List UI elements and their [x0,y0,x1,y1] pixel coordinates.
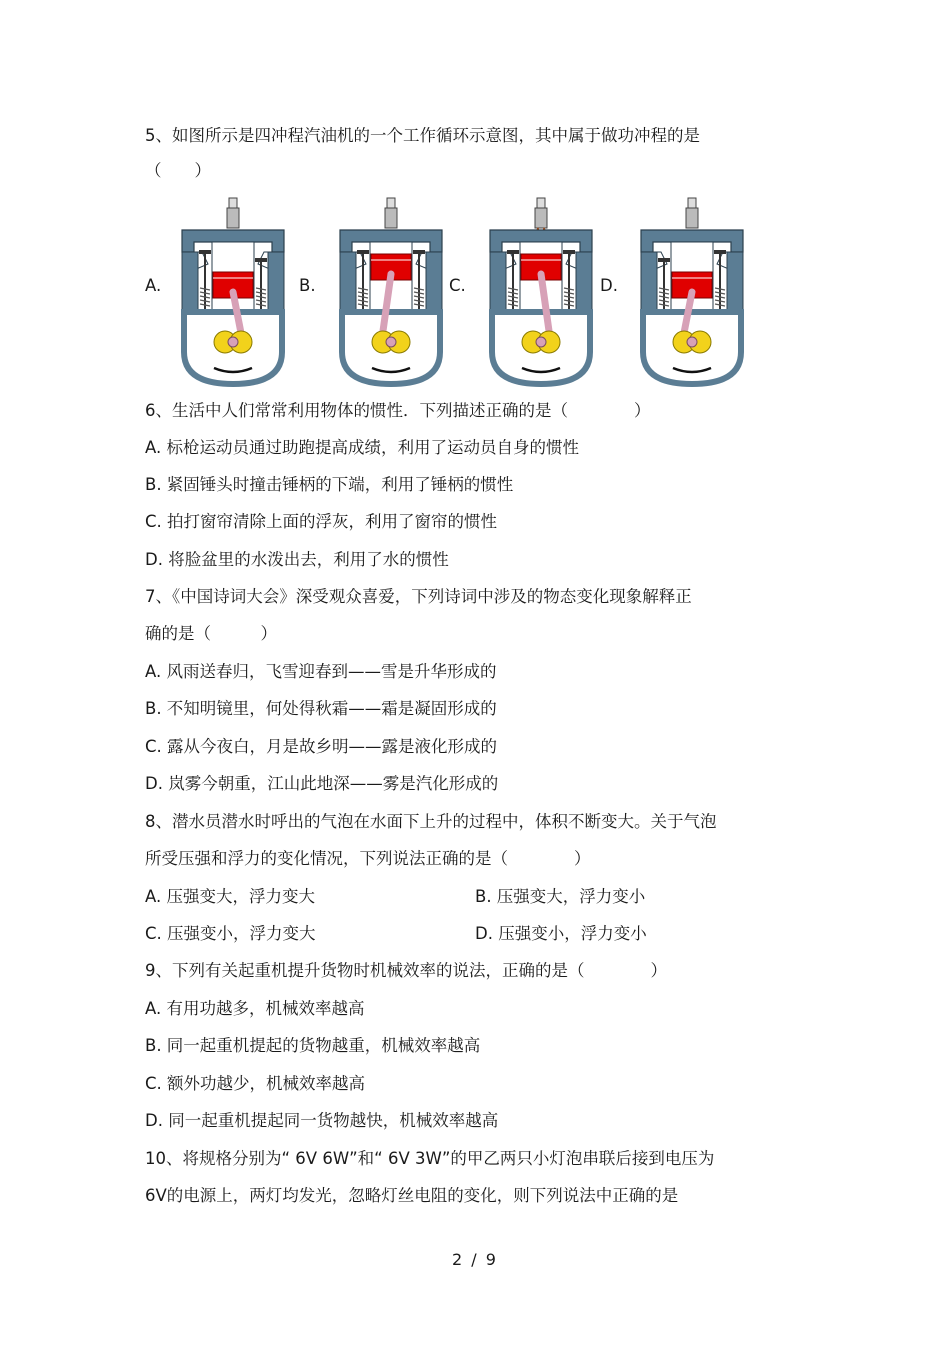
q9-option-c: C. 额外功越少，机械效率越高 [145,1074,366,1093]
spark-plug-cap [387,198,395,208]
q7-option-b: B. 不知明镜里，何处得秋霜——霜是凝固形成的 [145,699,497,718]
q9-stem: 9、下列有关起重机提升货物时机械效率的说法，正确的是（ ） [145,961,667,980]
exhaust-valve-head [714,250,726,254]
spark-plug-cap [229,198,237,208]
exhaust-valve-head [413,250,425,254]
spark-plug-body [227,208,239,228]
q6-option-a: A. 标枪运动员通过助跑提高成绩，利用了运动员自身的惯性 [145,438,579,457]
crankshaft [687,337,697,347]
page-number: 2 / 9 [452,1250,498,1269]
spark-plug-cap [688,198,696,208]
q5-answer-paren: （ ） [145,161,211,180]
q5-figure-row [145,192,765,388]
q6-option-b: B. 紧固锤头时撞击锤柄的下端，利用了锤柄的惯性 [145,475,514,494]
q8-option-d: D. 压强变小，浮力变小 [475,924,647,943]
crankshaft [386,337,396,347]
q7-stem-line2: 确的是（ ） [145,624,277,643]
cylinder-wall-right [426,252,442,312]
intake-valve-head [658,258,670,262]
q5-stem: 5、如图所示是四冲程汽油机的一个工作循环示意图，其中属于做功冲程的是 [145,126,700,145]
q9-option-a: A. 有用功越多，机械效率越高 [145,999,365,1018]
engine-svg [631,192,753,388]
q6-option-d: D. 将脸盆里的水泼出去，利用了水的惯性 [145,550,449,569]
q7-option-d: D. 岚雾今朝重，江山此地深——雾是汽化形成的 [145,774,499,793]
figure-label-a: A. [145,276,162,295]
spark-plug-body [686,208,698,228]
intake-valve-head [199,250,211,254]
engine-svg [330,192,452,388]
q8-stem-line1: 8、潜水员潜水时呼出的气泡在水面下上升的过程中，体积不断变大。关于气泡 [145,812,717,831]
cylinder-wall-right [727,252,743,312]
q7-stem-line1: 7、《中国诗词大会》深受观众喜爱，下列诗词中涉及的物态变化现象解释正 [145,587,692,606]
q6-option-c: C. 拍打窗帘清除上面的浮灰，利用了窗帘的惯性 [145,512,498,531]
cylinder-wall-left [641,252,657,312]
engine-svg [172,192,294,388]
q8-option-b: B. 压强变大，浮力变小 [475,887,646,906]
q9-option-d: D. 同一起重机提起同一货物越快，机械效率越高 [145,1111,499,1130]
q6-stem: 6、生活中人们常常利用物体的惯性．下列描述正确的是（ ） [145,401,651,420]
engine-diagram-b [330,192,452,388]
q7-option-c: C. 露从今夜白，月是故乡明——露是液化形成的 [145,737,498,756]
intake-valve-head [507,250,519,254]
spark-plug-body [535,208,547,228]
exhaust-valve-head [255,258,267,262]
figure-label-d: D. [600,276,618,295]
cylinder-wall-left [182,252,198,312]
engine-diagram-d [631,192,753,388]
crankshaft [536,337,546,347]
q10-stem-line2: 6V的电源上，两灯均发光，忽略灯丝电阻的变化，则下列说法中正确的是 [145,1186,679,1205]
engine-diagram-c [480,192,602,388]
figure-label-c: C. [449,276,466,295]
q10-stem-line1: 10、将规格分别为“ 6V 6W”和“ 6V 3W”的甲乙两只小灯泡串联后接到电压为 [145,1149,715,1168]
figure-label-b: B. [299,276,316,295]
intake-valve-head [357,250,369,254]
cylinder-wall-right [576,252,592,312]
cylinder-wall-right [268,252,284,312]
spark-plug-cap [537,198,545,208]
cylinder-wall-left [340,252,356,312]
q9-option-b: B. 同一起重机提起的货物越重，机械效率越高 [145,1036,481,1055]
q8-stem-line2: 所受压强和浮力的变化情况，下列说法正确的是（ ） [145,849,591,868]
exhaust-valve-head [563,250,575,254]
engine-svg [480,192,602,388]
spark-plug-body [385,208,397,228]
q8-option-c: C. 压强变小，浮力变大 [145,924,316,943]
crankshaft [228,337,238,347]
q8-option-a: A. 压强变大，浮力变大 [145,887,315,906]
engine-diagram-a [172,192,294,388]
cylinder-wall-left [490,252,506,312]
q7-option-a: A. 风雨送春归，飞雪迎春到——雪是升华形成的 [145,662,497,681]
